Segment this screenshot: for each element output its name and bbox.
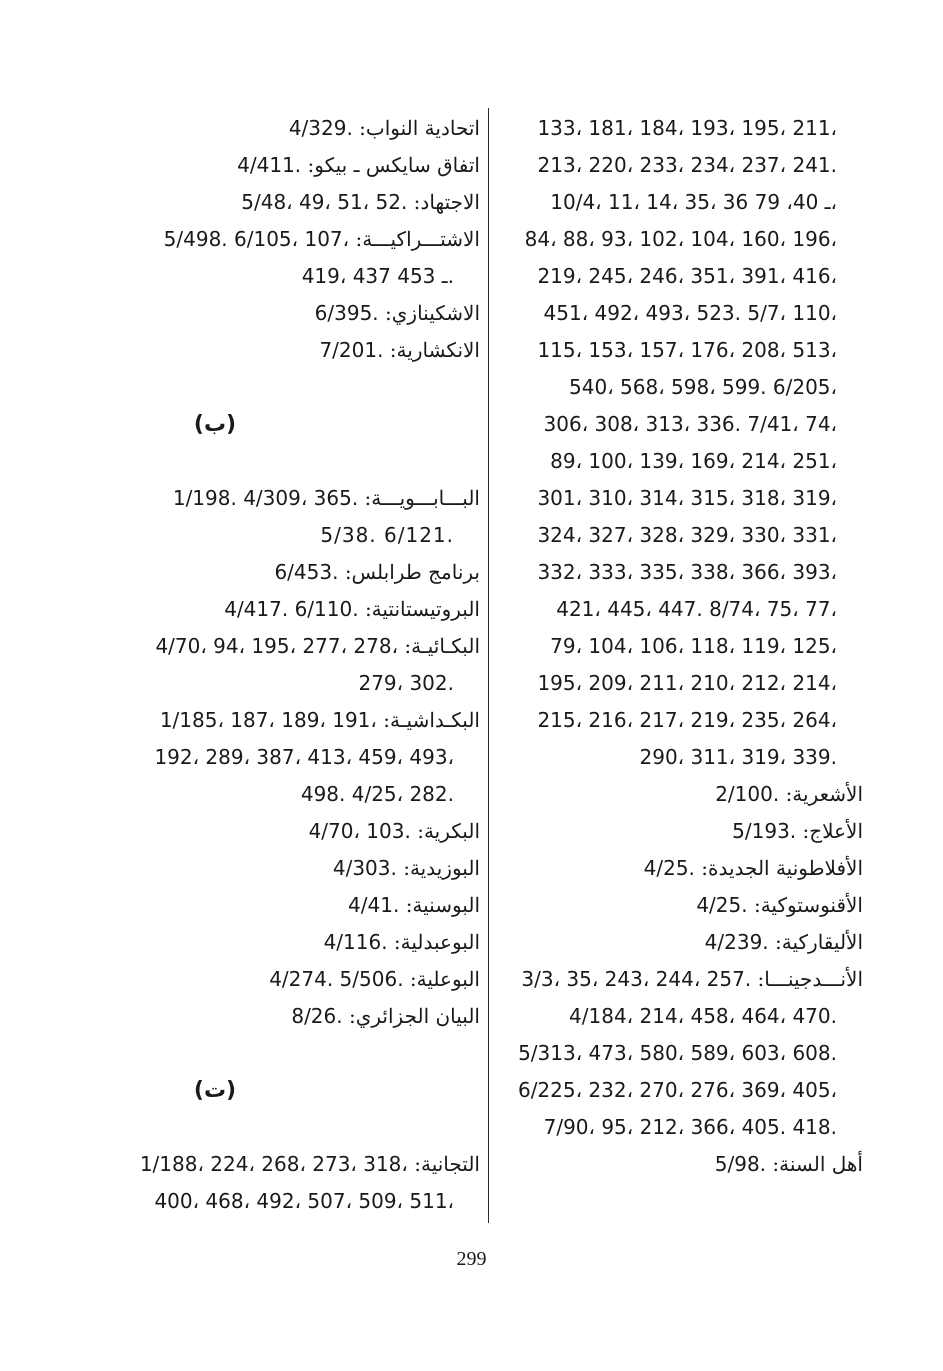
page-references: 400، 468، 492، 507، 509، 511، xyxy=(154,1189,454,1213)
page-references: 84، 88، 93، 102، 104، 160، 196، xyxy=(524,227,837,251)
index-entry-continuation xyxy=(100,739,480,776)
index-entry-continuation xyxy=(483,221,863,258)
index-term: البكـداشيـة: xyxy=(383,708,480,732)
index-entry-continuation xyxy=(483,1035,863,1072)
index-entry xyxy=(100,850,480,887)
page-number: 299 xyxy=(456,1248,487,1270)
index-term: الأقنوستوكية: xyxy=(753,893,863,917)
index-entry xyxy=(100,554,480,591)
index-entry xyxy=(100,147,480,184)
page-references: 451، 492، 493، 523. 5/7، 110، xyxy=(543,301,837,325)
page-references: 4/411. xyxy=(237,153,302,177)
page-references: 5/48، 49، 51، 52. xyxy=(241,190,408,214)
spacer xyxy=(100,1035,480,1072)
index-term: اتحادية النواب: xyxy=(359,116,480,140)
index-entry-continuation xyxy=(483,369,863,406)
index-term: الاشتـــراكيـــة: xyxy=(355,227,480,251)
index-entry xyxy=(483,813,863,850)
index-entry-continuation xyxy=(483,702,863,739)
page-references: 115، 153، 157، 176، 208، 513، xyxy=(537,338,837,362)
page-references: 279، 302. xyxy=(358,671,454,695)
index-entry-continuation xyxy=(100,1183,480,1220)
index-entry xyxy=(483,961,863,998)
index-entry-continuation xyxy=(100,665,480,702)
index-term: البوعلية: xyxy=(409,967,480,991)
index-entry xyxy=(100,480,480,517)
page-references: 324، 327، 328، 329، 330، 331، xyxy=(537,523,837,547)
page-references: 5/193. xyxy=(732,819,797,843)
page-references: 4/184، 214، 458، 464، 470. xyxy=(569,1004,837,1028)
page-references: 421، 445، 447. 8/74، 75، 77، xyxy=(556,597,837,621)
index-term: الاشكينازي: xyxy=(385,301,480,325)
page-references: 4/417. 6/110. xyxy=(224,597,359,621)
spacer xyxy=(100,369,480,406)
index-entry xyxy=(483,850,863,887)
page-references: 89، 100، 139، 169، 214، 251، xyxy=(550,449,837,473)
index-term: الاجتهاد: xyxy=(413,190,480,214)
index-entry-continuation xyxy=(483,554,863,591)
index-entry-continuation xyxy=(100,258,480,295)
index-term: البوعبدلية: xyxy=(393,930,480,954)
page-references: 5/313، 473، 580، 589، 603، 608. xyxy=(518,1041,837,1065)
index-entry xyxy=(483,924,863,961)
index-entry xyxy=(100,591,480,628)
index-entry-continuation xyxy=(483,443,863,480)
page-references: 10/4، 11، 14، 35، 36 ـ 40، 79، xyxy=(550,190,837,214)
page-references: 7/90، 95، 212، 366، 405. 418. xyxy=(543,1115,837,1139)
index-term: أهل السنة: xyxy=(772,1152,863,1176)
spacer xyxy=(100,1109,480,1146)
column-divider xyxy=(488,108,489,1223)
index-term: البروتيستانتية: xyxy=(364,597,480,621)
index-entry-continuation xyxy=(483,1072,863,1109)
index-entry xyxy=(483,776,863,813)
index-term: الأعلاج: xyxy=(802,819,863,843)
index-entry xyxy=(100,332,480,369)
page-references: 4/70، 103. xyxy=(308,819,411,843)
index-term: الأشعرية: xyxy=(785,782,863,806)
index-entry xyxy=(100,110,480,147)
index-entry xyxy=(100,961,480,998)
page-references: 3/3، 35، 243، 244، 257. xyxy=(521,967,752,991)
section-letter-heading: (ت) xyxy=(193,1078,237,1103)
page-references: 5/498. 6/105، 107، xyxy=(163,227,350,251)
index-term: التجانية: xyxy=(414,1152,480,1176)
page-references: 290، 311، 319، 339. xyxy=(639,745,837,769)
index-entry-continuation xyxy=(483,406,863,443)
index-column-right xyxy=(483,110,863,1183)
section-letter-heading: (ب) xyxy=(193,412,237,437)
index-entry xyxy=(100,813,480,850)
page-references: 5/38. 6/121. xyxy=(320,523,454,547)
page-references: 195، 209، 211، 210، 212، 214، xyxy=(537,671,837,695)
index-entry xyxy=(100,295,480,332)
index-entry xyxy=(100,221,480,258)
index-entry-continuation xyxy=(483,739,863,776)
index-entry xyxy=(100,998,480,1035)
index-term: البكرية: xyxy=(417,819,480,843)
index-entry-continuation xyxy=(483,480,863,517)
page-references: 540، 568، 598، 599. 6/205، xyxy=(569,375,837,399)
page-references: 4/25. xyxy=(643,856,695,880)
index-entry-continuation xyxy=(483,147,863,184)
page-references: 4/116. xyxy=(323,930,388,954)
index-entry-continuation xyxy=(483,332,863,369)
index-entry xyxy=(483,887,863,924)
index-entry xyxy=(100,887,480,924)
index-entry xyxy=(100,924,480,961)
index-entry-continuation xyxy=(483,295,863,332)
page-references: 133، 181، 184، 193، 195، 211، xyxy=(537,116,837,140)
page-references: 8/26. xyxy=(291,1004,343,1028)
index-term: الانكشارية: xyxy=(389,338,480,362)
page-references: 2/100. xyxy=(715,782,780,806)
index-term: البوسنية: xyxy=(405,893,480,917)
page-references: 192، 289، 387، 413، 459، 493، xyxy=(154,745,454,769)
page-references: 1/185، 187، 189، 191، xyxy=(159,708,377,732)
index-term: البـــابـــويـــة: xyxy=(364,486,480,510)
page-references: 1/198. 4/309، 365. xyxy=(172,486,359,510)
page-references: 419، 437 ـ 453. xyxy=(301,264,454,288)
page-references: 5/98. xyxy=(714,1152,767,1176)
index-term: البوزيدية: xyxy=(403,856,480,880)
index-entry-continuation xyxy=(483,517,863,554)
index-entry-continuation xyxy=(483,184,863,221)
page-references: 4/329. xyxy=(288,116,353,140)
index-entry-continuation xyxy=(483,1109,863,1146)
index-entry-continuation xyxy=(483,998,863,1035)
index-entry-continuation xyxy=(483,110,863,147)
index-column-left xyxy=(100,110,480,1220)
index-entry xyxy=(100,1146,480,1183)
index-entry-continuation xyxy=(100,776,480,813)
page-references: 306، 308، 313، 336. 7/41، 74، xyxy=(543,412,837,436)
index-entry-continuation xyxy=(483,258,863,295)
index-entry-continuation xyxy=(483,628,863,665)
page-references: 4/70، 94، 195، 277، 278، xyxy=(155,634,399,658)
index-term: الأليقاركية: xyxy=(775,930,863,954)
page-references: 332، 333، 335، 338، 366، 393، xyxy=(537,560,837,584)
index-term: اتفاق سايكس ـ بيكو: xyxy=(307,153,480,177)
index-entry-continuation xyxy=(100,517,480,554)
index-entry xyxy=(100,184,480,221)
index-term: الأفلاطونية الجديدة: xyxy=(701,856,863,880)
index-entry xyxy=(100,702,480,739)
page-references: 215، 216، 217، 219، 235، 264، xyxy=(537,708,837,732)
spacer xyxy=(100,443,480,480)
index-entry xyxy=(483,1146,863,1183)
index-entry-continuation xyxy=(483,591,863,628)
index-entry xyxy=(100,628,480,665)
page-references: 7/201. xyxy=(319,338,384,362)
index-term: برنامج طرابلس: xyxy=(344,560,480,584)
page-references: 1/188، 224، 268، 273، 318، xyxy=(139,1152,408,1176)
page-references: 498. 4/25، 282. xyxy=(300,782,454,806)
page-references: 4/239. xyxy=(704,930,769,954)
page-references: 213، 220، 233، 234، 237، 241. xyxy=(537,153,837,177)
page-references: 4/274. 5/506. xyxy=(269,967,404,991)
page-references: 6/453. xyxy=(274,560,339,584)
index-term: البيان الجزائري: xyxy=(348,1004,480,1028)
index-term: الأنـــدجينـــا: xyxy=(757,967,863,991)
page-references: 4/303. xyxy=(332,856,397,880)
page-references: 301، 310، 314، 315، 318، 319، xyxy=(537,486,837,510)
page-references: 6/225، 232، 270، 276، 369، 405، xyxy=(517,1078,837,1102)
index-term: البكـائيـة: xyxy=(404,634,480,658)
page-references: 79، 104، 106، 118، 119، 125، xyxy=(550,634,837,658)
page-references: 6/395. xyxy=(314,301,379,325)
page-references: 4/25. xyxy=(696,893,748,917)
page-references: 4/41. xyxy=(348,893,400,917)
page-references: 219، 245، 246، 351، 391، 416، xyxy=(537,264,837,288)
index-entry-continuation xyxy=(483,665,863,702)
